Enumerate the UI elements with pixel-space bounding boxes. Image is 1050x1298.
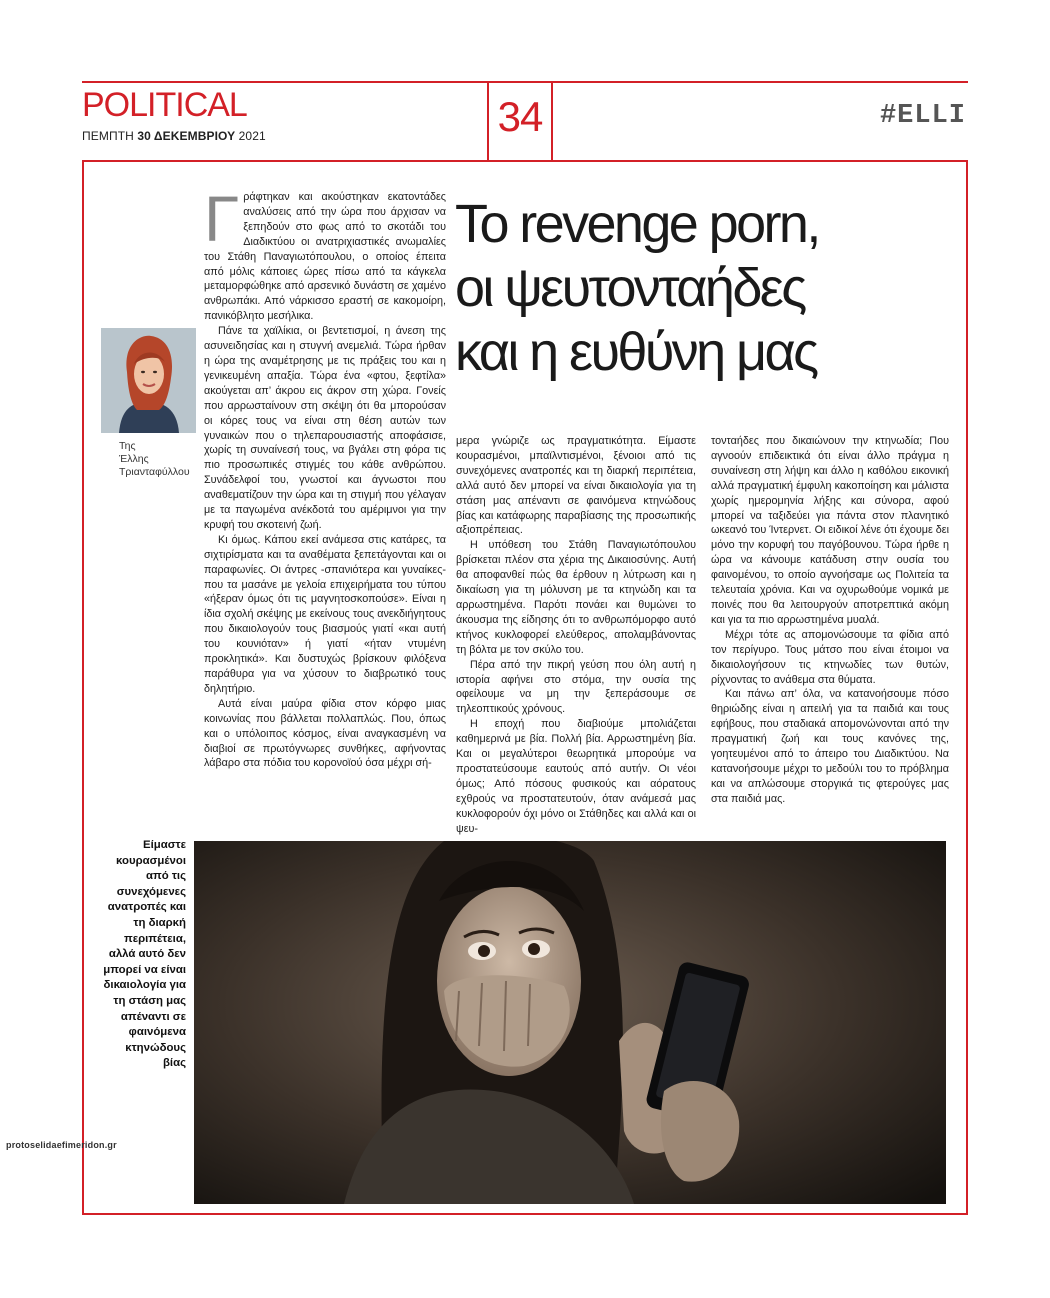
- paragraph: Η υπόθεση του Στάθη Παναγιωτόπουλου βρίσκεται πλέον στα χέρια της Δικαιοσύνης. Αυτή θα αποφανθεί πώς θα έρθουν η λύτρωση και η δικαίωση για τη μόλυνση με τα κτηνώδη και τα αρρωστημένα. Παρότι πονάει και θυμώνει το άκουσμα της είδησης ότι το ανθρωπόμορφο αυτό κτήνος κυκλοφορεί ελεύθερος, απολαμβάνοντας τη βόλτα με τον σκύλο του.: [456, 539, 696, 656]
- section-hashtag: #ELLI: [879, 101, 966, 131]
- header-bottom-rule: [82, 160, 968, 162]
- dropcap: Γ: [204, 183, 240, 255]
- paragraph: Αυτά είναι μαύρα φίδια στον κόρφο μιας κοινωνίας που βάλλεται πολλαπλώς. Που, όπως και ο υπόλοιπος κόσμος, είναι αναγκασμένη να διαβιοί σε πρωτόγνωρες συνθήκες, αφήνοντας λάβαρο στα πόδια του κορονοϊού όσα μέχρι σή-: [204, 697, 446, 770]
- shocked-woman-with-phone-illustration: [194, 841, 946, 1204]
- paragraph: μερα γνώριζε ως πραγματικότητα. Είμαστε κουρασμένοι, μπαϊλντισμένοι, ξένοιοι από τις συνεχόμενες ανατροπές και τη διαρκή περιπέτεια, αλλά αυτό δεν μπορεί να είναι δικαιολογία για τη στάση μας απέναντι σε φαινόμενα κτηνώδους βίας και κατάφωρης παραβίασης της προσωπικής αξιοπρέπειας.: [456, 435, 696, 537]
- author-first-name: Έλλης: [119, 453, 149, 465]
- pull-quote: Είμαστε κουρασμένοι από τις συνεχόμενες ανατροπές και τη διαρκή περιπέτεια, αλλά αυτό δεν μπορεί να είναι δικαιολογία για τη στάση μας απέναντι σε φαινόμενα κτηνώδους βίας: [103, 839, 186, 1070]
- headline-line: και η ευθύνη μας: [455, 322, 817, 382]
- article-column-1: [204, 183, 446, 771]
- article-headline: [455, 192, 955, 384]
- frame-left-rule: [82, 160, 84, 1215]
- paragraph: Πάνε τα χαϊλίκια, οι βεντετισμοί, η άνεση της ασυνειδησίας και η στυγνή ανεμελιά. Τώρα ήρθαν η ώρα της αναμέτρησης με τις πράξεις του και η γενικευμένη απαξία. Τώρα ένα «φτου, ξεφτίλα» ακούγεται απ’ άκρου εις άκρον στη χώρα. Γονείς που αρρωσταίνουν στη σκέψη ότι θα μπορούσαν οι κόρες τους να είναι στη θέση αυτών των γυναικών που ο τηλεπαρουσιαστής αποφάσισε, χωρίς τη συναίνεσή τους, να βγάλει στη φόρα τις πιο προσωπικές στιγμές του κάθε ανθρώπου. Συνάδελφοί του, γνωστοί και άγνωστοι που αναθεματίζουν την ώρα και τη στιγμή που γέλαγαν με τα παγωμένα ανέκδοτά του αμέριμνοι για την κρυφή του σκοτεινή ζωή.: [204, 325, 446, 531]
- article-column-2: [456, 434, 696, 836]
- frame-right-rule: [966, 160, 968, 1215]
- paragraph: Κι όμως. Κάπου εκεί ανάμεσα στις κατάρες, τα σιχτιρίσματα και τα αναθέματα ξεπετάγονται και οι παραφωνίες. Οι άντρες -σπανιότερα και γυναίκες- που τα μασάνε με γελοία επιχειρήματα του τύπου «ήξεραν όμως ότι τις μαγνητοσκοπούσε». Είναι η ίδια σχολή σκέψης με εκείνους τους ανεκδιήγητους που δικαιολογούν τους βιασμούς γιατί «και αυτή του κουνιόταν» ή γιατί «ήταν ντυμένη προκλητικά». Και δυστυχώς βρίσκουν φιλόξενα παράθυρα για να χύσουν το διαβρωτικό τους δηλητήριο.: [204, 533, 446, 695]
- paragraph: Και πάνω απ’ όλα, να κατανοήσουμε πόσο θηριώδης είναι η απειλή για τα παιδιά και τους εφήβους, που σταδιακά απομονώνονται από την πραγματική ζωή και τους κανόνες της, γοητευμένοι από το άπειρο του Διαδικτύου. Να κατανοήσουμε μέχρι το μεδούλι του το πρόβλημα και να απλώσουμε στοργικά τις φτερούγες μας στα παιδιά μας.: [711, 688, 949, 805]
- date-suffix: 2021: [235, 129, 266, 143]
- paragraph: Μέχρι τότε ας απομονώσουμε τα φίδια από τον περίγυρο. Τους μάτσο που είναι έτοιμοι να δικαιολογήσουν τις κτηνωδίες των θυτών, ρίχνοντας το ανάθεμα στα θύματα.: [711, 628, 949, 686]
- frame-bottom-rule: [82, 1213, 968, 1215]
- paragraph: ράφτηκαν και ακούστηκαν εκατοντάδες αναλύσεις από την ώρα που άρχισαν να ξεπηδούν στο φως από το σκοτάδι του Διαδικτύου οι ανατριχιαστικές ανωμαλίες του Στάθη Παναγιωτόπουλου, ο οποίος έπειτα από μόλις κάποιες ώρες πίσω από τα κάγκελα μεταμορφώθηκε από αρσενικό δυνάστη σε χαμένο ανθρωπάκι. Από νάρκισσο εραστή σε κακομοίρη, πανικόβλητο μεσήλικα.: [204, 191, 446, 323]
- page-number: 34: [497, 93, 543, 140]
- date-prefix: ΠΕΜΠΤΗ: [82, 129, 138, 143]
- author-byline: [119, 440, 190, 479]
- author-portrait-illustration: [101, 328, 196, 433]
- section-title: POLITICAL: [82, 86, 247, 124]
- page-number-box: [487, 83, 553, 160]
- article-photo: [194, 841, 946, 1204]
- headline-line: οι ψευτονταήδες: [455, 258, 805, 318]
- byline-prefix: Της: [119, 440, 136, 452]
- paragraph: Η εποχή που διαβιούμε μπολιάζεται καθημερινά με βία. Πολλή βία. Αρρωστημένη βία. Και οι μεγαλύτεροι θεωρητικά μπορούμε να προστατεύσουμε εαυτούς από αυτήν. Οι νέοι όμως; Από πόσους φυσικούς και αόρατους εχθρούς να προστατευτούν, όταν ανάμεσά μας κυκλοφορούν όχι μόνο οι Στάθηδες και αλλά και οι ψευ-: [456, 718, 696, 835]
- issue-date: [82, 129, 266, 143]
- author-photo: [101, 328, 196, 433]
- source-watermark: protoselidaefimeridon.gr: [6, 1140, 117, 1150]
- paragraph: τονταήδες που δικαιώνουν την κτηνωδία; Που αγνοούν επιδεικτικά ότι είναι άλλο πράγμα η συναίνεση στη λήψη και άλλο η καθόλου εικονική αλλά πραγματική έμφυλη κακοποίηση και μάλιστα χωρίς ημερομηνία λήξης και σύνορα, αφού μπορεί να ταξιδεύει για πάντα στον πλανητικό ωκεανό του Ίντερνετ. Οι ειδικοί λένε ότι έχουμε δει μόνο την κορυφή του παγόβουνου. Τώρα ήρθε η ώρα να κάνουμε κατάδυση στην ουσία του φαινομένου, το οποίο αγνοήσαμε ως Πολιτεία τα τελευταία χρόνια. Και να οχυρωθούμε νομικά με ποινές που θα λειτουργούν αποτρεπτικά ακόμη και για τα πιο αρρωστημένα μυαλά.: [711, 435, 949, 626]
- article-column-3: [711, 434, 949, 807]
- headline-line: Το revenge porn,: [455, 194, 819, 254]
- paragraph: Πέρα από την πικρή γεύση που όλη αυτή η ιστορία αφήνει στο στόμα, την ουσία της οφείλουμε να μη την ξεπεράσουμε σε τηλεοπτικούς χρόνους.: [456, 658, 696, 716]
- author-last-name: Τριανταφύλλου: [119, 466, 190, 478]
- date-bold: 30 ΔΕΚΕΜΒΡΙΟΥ: [137, 129, 236, 143]
